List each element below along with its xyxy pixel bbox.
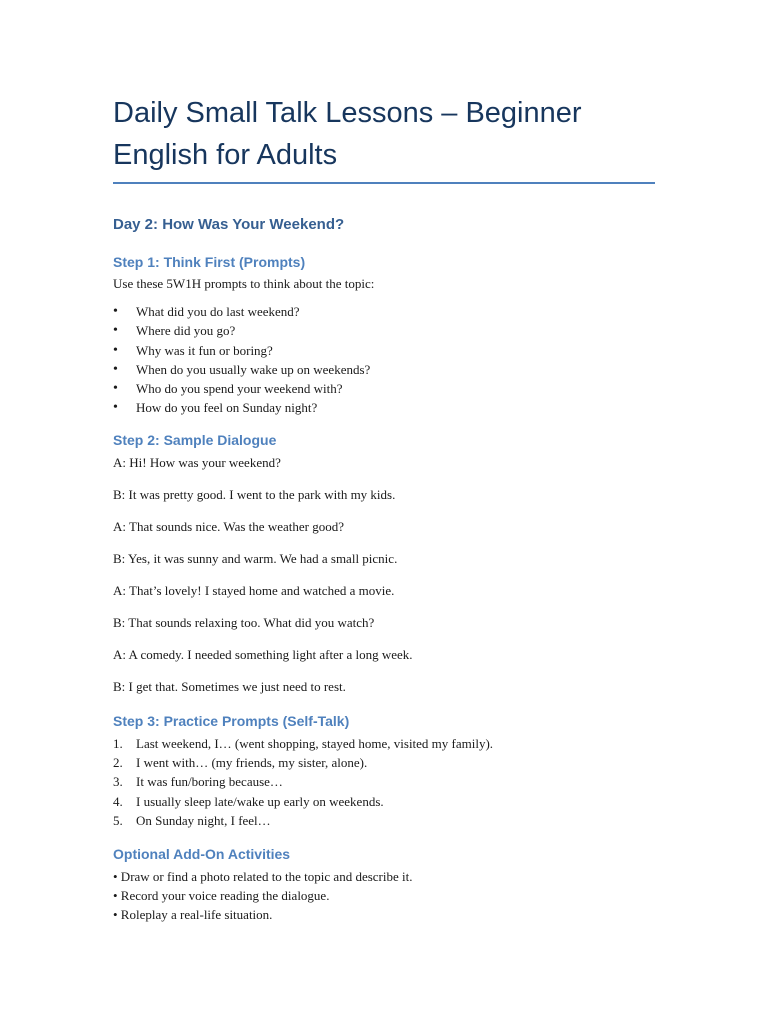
bullet-icon: • <box>113 381 118 397</box>
list-item: 3. It was fun/boring because… <box>113 772 655 791</box>
addons-heading: Optional Add-On Activities <box>113 846 291 863</box>
list-number: 2. <box>113 755 123 771</box>
list-number: 4. <box>113 793 123 809</box>
bullet-icon: • <box>113 304 118 319</box>
list-item: • Record your voice reading the dialogue. <box>113 888 330 904</box>
addons-list <box>113 867 655 924</box>
list-item: • How do you feel on Sunday night? <box>113 398 655 417</box>
bullet-icon: • <box>113 400 118 416</box>
dialogue-line: B: It was pretty good. I went to the park with my kids. <box>113 486 396 502</box>
step3-heading: Step 3: Practice Prompts (Self-Talk) <box>113 712 350 729</box>
dialogue-line: B: I get that. Sometimes we just need to rest. <box>113 678 346 694</box>
list-item: 2. I went with… (my friends, my sister, alone). <box>113 753 655 772</box>
list-item: • Who do you spend your weekend with? <box>113 379 655 398</box>
list-item: • Draw or find a photo related to the topic and describe it. <box>113 869 413 885</box>
list-item: • Where did you go? <box>113 321 655 340</box>
list-number: 1. <box>113 735 123 751</box>
dialogue-line: B: That sounds relaxing too. What did you watch? <box>113 614 375 630</box>
dialogue-line: B: Yes, it was sunny and warm. We had a small picnic. <box>113 550 398 566</box>
dialogue-line: A: A comedy. I needed something light after a long week. <box>113 646 413 662</box>
step3-numbered-list <box>113 734 655 830</box>
list-item: • What did you do last weekend? <box>113 302 655 321</box>
list-item: 5. On Sunday night, I feel… <box>113 811 655 830</box>
dialogue-line: A: Hi! How was your weekend? <box>113 454 281 470</box>
document-title: Daily Small Talk Lessons – Beginner English for Adults <box>113 92 655 184</box>
bullet-icon: • <box>113 361 118 377</box>
sample-dialogue <box>113 453 655 699</box>
bullet-icon: • <box>113 323 118 339</box>
day-heading: Day 2: How Was Your Weekend? <box>113 216 345 233</box>
list-item: 4. I usually sleep late/wake up early on weekends. <box>113 792 655 811</box>
dialogue-line: A: That sounds nice. Was the weather good? <box>113 518 344 534</box>
list-item: • When do you usually wake up on weekends? <box>113 360 655 379</box>
step1-bullet-list <box>113 302 655 418</box>
document-page <box>113 92 655 924</box>
list-item: 1. Last weekend, I… (went shopping, stayed home, visited my family). <box>113 734 655 753</box>
step1-intro: Use these 5W1H prompts to think about the topic: <box>113 276 375 291</box>
list-number: 5. <box>113 812 123 828</box>
step2-heading: Step 2: Sample Dialogue <box>113 431 277 448</box>
list-item: • Roleplay a real-life situation. <box>113 907 273 923</box>
bullet-icon: • <box>113 342 118 358</box>
list-item: • Why was it fun or boring? <box>113 341 655 360</box>
step1-heading: Step 1: Think First (Prompts) <box>113 254 306 270</box>
list-number: 3. <box>113 774 123 790</box>
dialogue-line: A: That’s lovely! I stayed home and watched a movie. <box>113 582 395 598</box>
